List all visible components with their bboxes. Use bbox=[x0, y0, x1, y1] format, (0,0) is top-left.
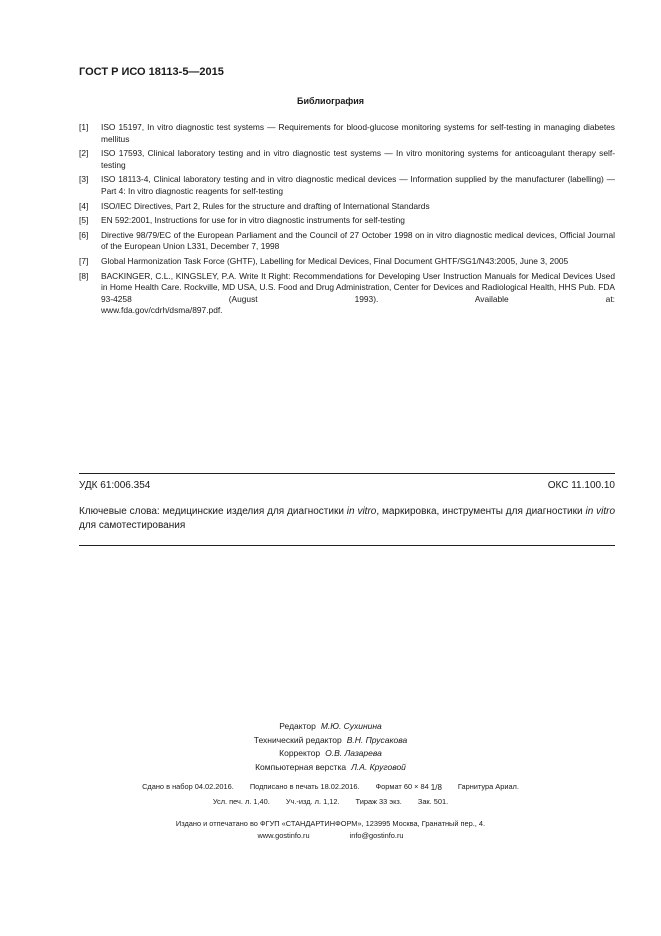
credit-role: Компьютерная верстка bbox=[255, 761, 347, 772]
publication-info-row2 bbox=[0, 797, 661, 806]
list-item bbox=[79, 271, 615, 317]
signed-date: Подписано в печать 18.02.2016. bbox=[249, 782, 360, 791]
keywords bbox=[79, 505, 615, 533]
ref-number: [2] bbox=[79, 148, 89, 159]
credit-role: Редактор bbox=[279, 721, 316, 731]
credit-name: М.Ю. Сухинина bbox=[320, 721, 382, 731]
ref-text: ISO/IEC Directives, Part 2, Rules for the structure and drafting of International Standards bbox=[101, 200, 430, 211]
publisher-address: Издано и отпечатано во ФГУП «СТАНДАРТИНФОРМ», 123995 Москва, Гранатный пер., 4. bbox=[175, 819, 486, 828]
order-number: Зак. 501. bbox=[417, 797, 449, 806]
credit-name: Л.А. Круговой bbox=[351, 761, 406, 772]
ref-text: EN 592:2001, Instructions for use for in vitro diagnostic instruments for self-testing bbox=[101, 215, 405, 226]
credit-role: Корректор bbox=[279, 748, 321, 758]
oks-code: ОКС 11.100.10 bbox=[547, 480, 615, 491]
bibliography-list bbox=[79, 122, 615, 320]
credit-editor bbox=[0, 720, 661, 734]
list-item bbox=[79, 201, 615, 213]
keywords-text: Ключевые слова: медицинские изделия для диагностики bbox=[79, 506, 347, 517]
credit-name: О.В. Лазарева bbox=[325, 748, 382, 758]
list-item bbox=[79, 174, 615, 197]
publisher-footer bbox=[0, 818, 661, 842]
ref-text: Global Harmonization Task Force (GHTF), Labelling for Medical Devices, Final Document GHTF/SG1/N43:2005, June 3, 2005 bbox=[101, 255, 569, 266]
list-item bbox=[79, 230, 615, 253]
ref-number: [3] bbox=[79, 174, 89, 185]
ref-number: [4] bbox=[79, 200, 89, 211]
list-item bbox=[79, 215, 615, 227]
credit-name: В.Н. Прусакова bbox=[346, 734, 408, 745]
credit-role: Технический редактор bbox=[253, 734, 342, 745]
ref-url: www.fda.gov/cdrh/dsma/897.pdf. bbox=[101, 305, 223, 316]
ref-number: [7] bbox=[79, 255, 89, 266]
document-id: ГОСТ Р ИСО 18113-5—2015 bbox=[79, 66, 224, 78]
website-link[interactable]: www.gostinfo.ru bbox=[257, 831, 310, 840]
printed-sheets: Усл. печ. л. 1,40. bbox=[212, 797, 270, 806]
keywords-italic: in vitro bbox=[585, 506, 616, 517]
credit-corrector bbox=[0, 747, 661, 761]
ref-number: [5] bbox=[79, 215, 89, 226]
publication-info-row1 bbox=[0, 782, 661, 792]
circulation: Тираж 33 экз. bbox=[355, 797, 402, 806]
format-fraction: 1/8 bbox=[430, 783, 442, 792]
list-item bbox=[79, 256, 615, 268]
submitted-date: Сдано в набор 04.02.2016. bbox=[142, 782, 234, 791]
ref-text bbox=[101, 271, 615, 317]
ref-text: ISO 15197, In vitro diagnostic test systems — Requirements for blood-glucose monitoring systems for self-testing in managing diabetes mellitus bbox=[101, 122, 615, 144]
format-text: Формат 60 × 84 bbox=[375, 782, 429, 791]
format bbox=[376, 782, 442, 792]
ref-text: Directive 98/79/EC of the European Parliament and the Council of 27 October 1998 on in vitro diagnostic medical devices, Official Journal of the European Union L331, December 7, 1998 bbox=[101, 229, 615, 252]
keywords-text: для самотестирования bbox=[79, 520, 186, 531]
ref-number: [8] bbox=[79, 270, 89, 281]
divider-bottom bbox=[79, 545, 615, 546]
keywords-text: , маркировка, инструменты для диагностики bbox=[376, 506, 586, 517]
typeface: Гарнитура Ариал. bbox=[457, 782, 519, 791]
credit-tech-editor bbox=[0, 734, 661, 748]
divider-top bbox=[79, 473, 615, 474]
publishing-sheets: Уч.-изд. л. 1,12. bbox=[285, 797, 340, 806]
ref-text: ISO 17593, Clinical laboratory testing and in vitro diagnostic test systems — In vitro monitoring systems for anticoagulant therapy self-testing bbox=[101, 148, 615, 170]
keywords-italic: in vitro bbox=[346, 506, 377, 517]
ref-text-main: BACKINGER, C.L., KINGSLEY, P.A. Write It Right: Recommendations for Developing User Instruction Manuals for Medical Devices Used in Home Health Care. Rockville, MD USA, U.S. Food and Drug Administration, Center for Devices and Radiological Health, HHS Pub. FDA 93-4258 (August 1993). Available at: bbox=[101, 270, 615, 304]
credit-layout bbox=[0, 761, 661, 775]
udk-code: УДК 61:006.354 bbox=[79, 480, 151, 491]
ref-number: [6] bbox=[79, 229, 89, 240]
ref-text: ISO 18113-4, Clinical laboratory testing and in vitro diagnostic medical devices — Information supplied by the manufacturer (labelling) — Part 4: In vitro diagnostic reagents for self-testing bbox=[101, 174, 615, 196]
email-link[interactable]: info@gostinfo.ru bbox=[349, 831, 404, 840]
list-item bbox=[79, 122, 615, 145]
bibliography-title: Библиография bbox=[297, 96, 364, 106]
list-item bbox=[79, 148, 615, 171]
ref-number: [1] bbox=[79, 122, 89, 132]
credits-block bbox=[0, 720, 661, 774]
